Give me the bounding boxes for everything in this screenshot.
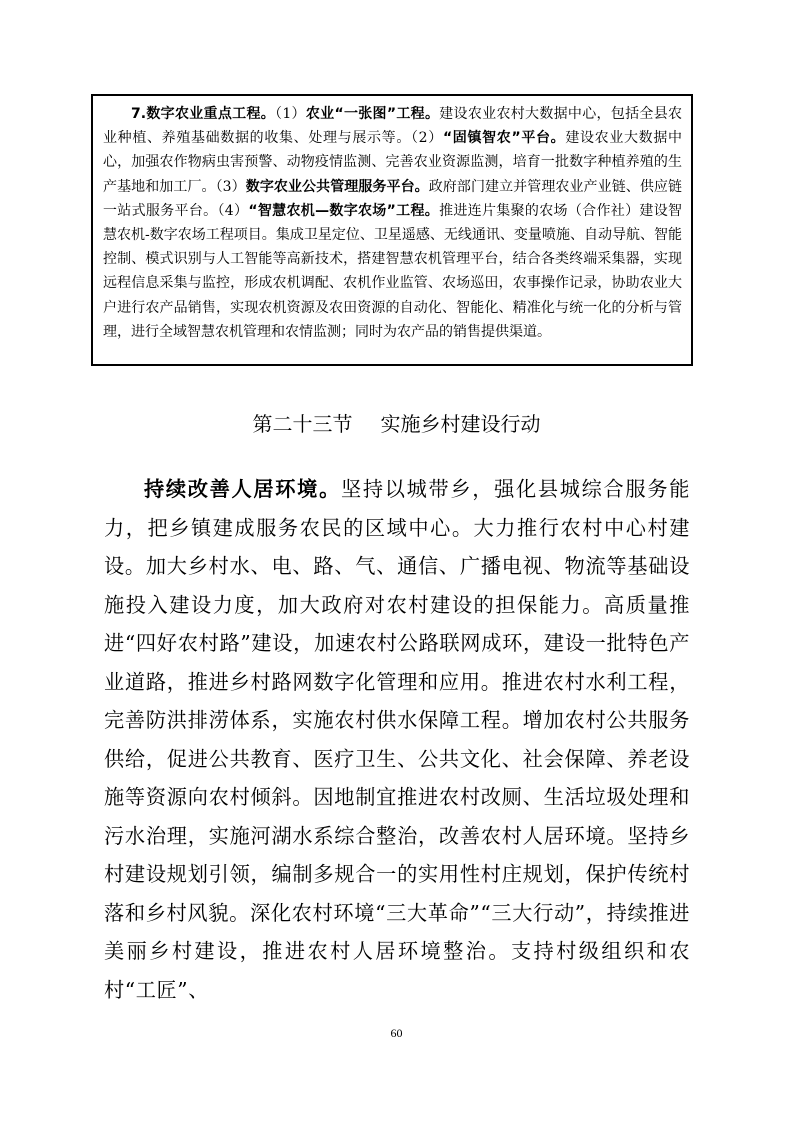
item-2-number: （2）	[411, 130, 443, 147]
item-1-number: （1）	[275, 106, 306, 122]
item-4-number: （4）	[217, 202, 249, 219]
item-3-title: 数字农业公共管理服务平台。	[245, 178, 429, 195]
item-1-body: 建设农业农村大数据中心，包括全县农业种植、养殖基础数据的收集、处理与展示等。	[103, 106, 683, 147]
item-2-body: 建设农业大数据中心，加强农作物病虫害预警、动物疫情监测、完善农业资源监测，培育一批数字种植养殖的生产基地和加工厂。	[103, 130, 683, 195]
item-1-title: 农业“一张图”工程。	[305, 106, 440, 122]
section-number: 第二十三节	[252, 412, 353, 436]
section-heading	[0, 410, 793, 438]
key-project-box	[91, 94, 693, 366]
item-4-title: “智慧农机—数字农场”工程。	[248, 202, 440, 219]
body-paragraph	[104, 470, 690, 1009]
page-number: 60	[390, 1026, 403, 1040]
paragraph-lead: 持续改善人居环境。	[144, 477, 341, 501]
item-4-body: 推进连片集聚的农场（合作社）建设智慧农机-数字农场工程项目。集成卫星定位、卫星遥感、无线通讯、变量喷施、自动导航、智能控制、模式识别与人工智能等高新技术，搭建智慧农机管理平台，结合各类终端采集器，实现远程信息采集与监控，形成农机调配、农机作业监管、农场巡田，农事操作记录，协助农业大户进行农产品销售，实现农机资源及农田资源的自动化、智能化、精准化与统一化的分析与管理，进行全域智慧农机管理和农情监测；同时为农产品的销售提供渠道。	[103, 202, 683, 340]
box-heading: 7.数字农业重点工程。	[131, 106, 276, 122]
paragraph-body: 坚持以城带乡，强化县城综合服务能力，把乡镇建成服务农民的区域中心。大力推行农村中心村建设。加大乡村水、电、路、气、通信、广播电视、物流等基础设施投入建设力度，加大政府对农村建设的担保能力。高质量推进“四好农村路”建设，加速农村公路联网成环，建设一批特色产业道路，推进乡村路网数字化管理和应用。推进农村水利工程，完善防洪排涝体系，实施农村供水保障工程。增加农村公共服务供给，促进公共教育、医疗卫生、公共文化、社会保障、养老设施等资源向农村倾斜。因地制宜推进农村改厕、生活垃圾处理和污水治理，实施河湖水系综合整治，改善农村人居环境。坚持乡村建设规划引领，编制多规合一的实用性村庄规划，保护传统村落和乡村风貌。深化农村环境“三大革命”“三大行动”，持续推进美丽乡村建设，推进农村人居环境整治。支持村级组织和农村“工匠”、	[104, 477, 690, 1002]
item-3-body: 政府部门建立并管理农业产业链、供应链一站式服务平台。	[103, 178, 683, 219]
section-title: 实施乡村建设行动	[380, 412, 541, 436]
item-3-number: （3）	[215, 178, 246, 195]
item-2-title: “固镇智农”平台。	[442, 130, 566, 147]
